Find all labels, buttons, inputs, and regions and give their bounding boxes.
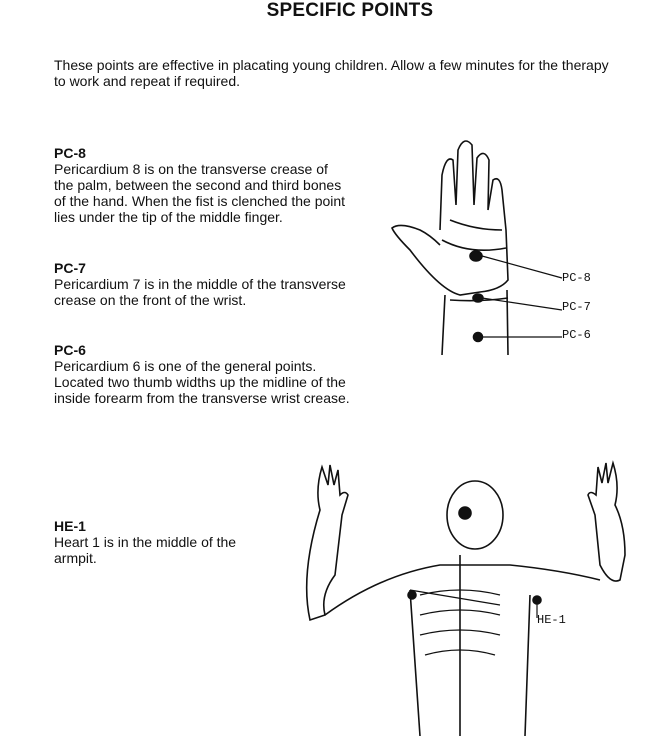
point-heading: PC-6 (54, 342, 86, 358)
point-text: Heart 1 is in the middle of the (54, 534, 237, 550)
point-he1 (54, 518, 236, 566)
point-pc6 (54, 342, 350, 406)
point-pc7 (54, 260, 346, 308)
point-text: Pericardium 7 is in the middle of the transverse (54, 276, 346, 292)
point-pc8 (54, 145, 345, 225)
intro-paragraph: These points are effective in placating young children. Allow a few minutes for the therapy to work and repeat if required. (54, 57, 609, 89)
point-text: armpit. (54, 550, 97, 566)
label-pc8: PC-8 (562, 271, 591, 285)
label-pc6: PC-6 (562, 328, 591, 342)
point-heading: PC-8 (54, 145, 86, 161)
point-heading: PC-7 (54, 260, 86, 276)
point-text: crease on the front of the wrist. (54, 292, 247, 308)
point-text: the palm, between the second and third bones (54, 177, 342, 193)
label-pc7: PC-7 (562, 300, 591, 314)
body-illustration (300, 455, 661, 736)
point-heading: HE-1 (54, 518, 86, 534)
point-text: inside forearm from the transverse wrist crease. (54, 390, 350, 406)
point-text: Located two thumb widths up the midline of the (54, 374, 346, 390)
hand-illustration (380, 130, 620, 360)
page-title: SPECIFIC POINTS (266, 0, 434, 21)
point-text: Pericardium 8 is on the transverse crease of (54, 161, 328, 177)
label-he1: HE-1 (537, 613, 566, 627)
point-text: of the hand. When the fist is clenched the point (54, 193, 346, 209)
point-text: lies under the tip of the middle finger. (54, 209, 283, 225)
point-text: Pericardium 6 is one of the general points. (54, 358, 317, 374)
